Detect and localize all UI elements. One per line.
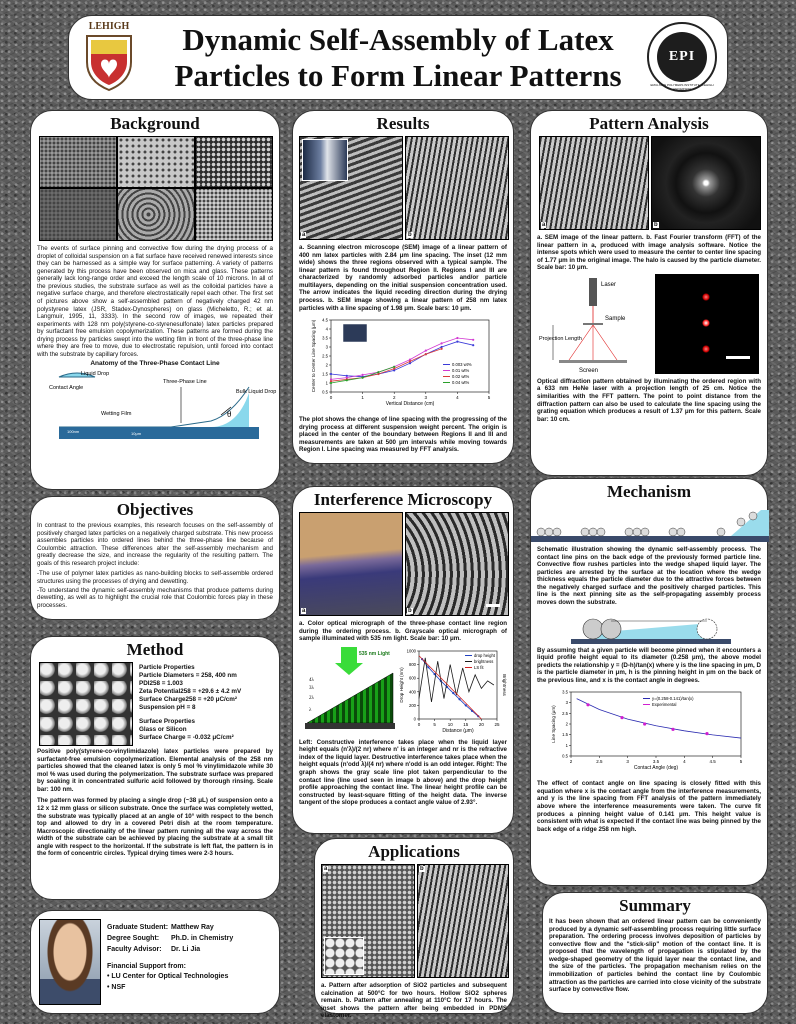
image-label-b: b <box>654 222 658 228</box>
interference-caption-2: Left: Constructive interference takes place when the liquid layer height equals (n'λ)/(2 nr) where n' is an integer and nr is the refractive index of the liquid layer. Destructive interference takes place when the height equals (n'odd λ)/(4 nr) where n'odd is an odd integer. Right: The graph shows the gray scale line plot taken perpendicular to the contact line (line used seen in image b above) and the drop height profile approaching the contact line. The linear height profile can be constructed by least-square fitting of the height data. The inverse tangent of the slope produces a contact angle value of 2.93°. <box>299 738 507 807</box>
x-tick-label: 10 <box>447 721 453 727</box>
y-tick-label: 0.5 <box>562 753 568 759</box>
data-point <box>362 374 364 376</box>
image-label-b: b <box>420 866 424 872</box>
y-axis-label: Drop Height (nm) <box>399 667 404 703</box>
x-tick-label: 15 <box>463 721 469 727</box>
results-image-a-inset <box>302 139 348 181</box>
advisor-label: Faculty Advisor: <box>107 945 162 953</box>
y-tick-label: 1 <box>565 743 568 749</box>
y-tick-label: 3 <box>565 700 568 706</box>
x-tick-label: 1 <box>361 395 364 401</box>
interference-wedge-diagram <box>297 645 397 737</box>
contact-line-diagram-title: Anatomy of the Three-Phase Contact Line <box>90 360 220 368</box>
y-tick-label: 600 <box>409 675 416 681</box>
results-image-b <box>405 136 509 240</box>
title-banner <box>68 15 728 100</box>
support-title: Financial Support from: <box>107 962 186 970</box>
objectives-panel <box>30 496 280 620</box>
method-panel <box>30 636 280 900</box>
x-axis-label: Vertical Distance (cm) <box>385 401 435 408</box>
mechanism-schematic <box>531 504 769 544</box>
image-label-a: a <box>302 232 306 238</box>
background-image-6 <box>195 188 273 241</box>
x-tick-label: 5 <box>739 759 743 765</box>
support-item: • LU Center for Optical Technologies <box>107 973 229 981</box>
poster-title-line2: Particles to Form Linear Patterns <box>174 58 622 93</box>
objectives-goal-2: -To understand the dynamic self-assembly mechanisms that produce patterns during dewetting, as well as to highlight the crucial role that Coulombic forces play in these processes. <box>37 586 273 609</box>
data-point <box>472 344 474 346</box>
x-tick-label: 3 <box>424 395 428 401</box>
height-label-4: λ <box>309 707 312 713</box>
particle-prop: Zeta Potential258 = +29.6 ± 4.2 mV <box>139 688 242 696</box>
method-paragraph-2: The pattern was formed by placing a single drop (~38 μL) of suspension onto a 12 x 12 mm glass or silicon substrate. Once the surface was completely wetted, the substrate was typically placed at an angle of 10° with respect to the bench top and allowed to dry in a covered Petri dish at the room temperature. Macroscopic directionality of the linear pattern running all the way across the width of the substrate can be achieved by placing the substrate at a small tilt angle with respect to the horizontal. If the substrate is left flat, the pattern is in the form of concentric circles. Typical drying times were 2-3 hours. <box>37 797 273 858</box>
surface-prop: Glass or Silicon <box>139 726 187 734</box>
x-axis-label: Contact Angle (deg) <box>633 765 679 772</box>
results-panel <box>292 110 514 464</box>
mechanism-caption-3: The effect of contact angle on line spacing is closely fitted with this equation where x is the contact angle from the interference measurements, and y is the line spacing from FFT analysis of the pattern immediately above where the interference measurements were taken. The curve fit produces a pinning height value of 0.141 μm. This height value is consistent with what is expected if the contact line was being pinned by the back edge of a ridge 258 nm high. <box>537 780 761 833</box>
projection-length-label: Projection Length <box>539 335 582 342</box>
particle-properties <box>139 664 241 742</box>
x-tick-label: 4 <box>456 395 459 401</box>
poster-title <box>149 22 647 94</box>
data-point <box>465 704 467 706</box>
legend-entry: LS fit <box>474 664 484 670</box>
contact-angle-chart <box>531 686 769 778</box>
background-title: Background <box>110 114 200 133</box>
epi-logo <box>647 22 717 92</box>
x-tick-label: 0 <box>329 395 333 401</box>
sample-label: Sample <box>605 315 626 322</box>
y-tick-label: 800 <box>409 661 416 667</box>
background-panel <box>30 110 280 490</box>
method-paragraph-1: Positive poly(styrene-co-vinylimidazole) latex particles were prepared by surfactant-free emulsion copolymerization. Elemental analysis of the 258 nm particles showed that the cleaned latex is only 5 mol % vinylimidazole while 30 mol % was used during the polymerization. The substrate surface was prepared by soaking it in concentrated sulfuric acid followed by thorough rinsing. Scale bar: 100 nm. <box>37 748 273 793</box>
results-title: Results <box>376 114 430 133</box>
contact-line-diagram <box>31 367 281 445</box>
surface-properties-title: Surface Properties <box>139 718 195 726</box>
legend-entry: 0.02 wt% <box>452 374 470 380</box>
scale-bar <box>486 604 500 607</box>
data-point <box>705 732 708 735</box>
applications-title: Applications <box>368 842 460 861</box>
interference-caption-1: a. Color optical micrograph of the three-phase contact line region during the ordering process. b. Grayscale optical micrograph of sample illuminated with 535 nm light. Scale bar: 10 μm. <box>299 620 507 643</box>
background-image-1 <box>39 136 117 188</box>
y-tick-label: 2 <box>565 721 568 727</box>
results-caption-2: The plot shows the change of line spacing with the progressing of the drying process at different suspension weight percent. The origin is placed in the center of the boundary between Regions II and III and measurements are taken at 500 μm intervals while moving towards Region I. Line spacing was measured by FFT analysis. <box>299 416 507 454</box>
student-label: Graduate Student: <box>107 924 169 931</box>
data-point <box>377 371 379 373</box>
background-image-2 <box>117 136 195 188</box>
y-tick-label: 200 <box>409 702 416 708</box>
y-tick-label: 3.5 <box>322 335 328 341</box>
image-label-a: a <box>542 222 546 228</box>
surface-prop: Surface Charge = -0.032 μC/cm² <box>139 734 234 742</box>
data-point <box>362 377 364 379</box>
legend-entry: Experimental <box>652 702 677 708</box>
pinning-geometry-diagram <box>531 609 769 645</box>
background-image-5 <box>117 188 195 241</box>
data-point <box>425 353 427 355</box>
mechanism-caption-2: By assuming that a given particle will become pinned when it encounters a liquid profile height equal to its diameter (0.258 μm), the above model predicts the relationship y = (D-h)/tan(x) where y is the line spacing in μm, D is the particle diameter in μm, h is the pinning height in μm on the back of the previous line, and x is the contact angle in degrees. <box>537 646 761 684</box>
interference-image-a <box>299 512 403 616</box>
epi-logo-ring-text: EMULSION POLYMERS INSTITUTE · LEHIGH UNIVERSITY <box>650 83 714 91</box>
x-tick-label: 2 <box>392 395 396 401</box>
y2-axis-label: Brightness <box>502 673 507 696</box>
line-spacing-chart <box>293 314 515 414</box>
y-axis-label: Center to Center Line Spacing (μm) <box>311 319 316 393</box>
y-tick-label: 1000 <box>406 648 416 654</box>
light-label: 535 nm Light <box>359 650 390 657</box>
results-image-a <box>299 136 403 240</box>
image-label-a: a <box>324 866 328 872</box>
data-point <box>441 342 443 344</box>
interference-panel <box>292 486 514 834</box>
data-point <box>409 360 411 362</box>
y-tick-label: 3.5 <box>562 689 568 695</box>
legend-entry: brightness <box>474 658 494 664</box>
summary-title: Summary <box>619 896 691 915</box>
pattern-image-a <box>539 136 649 230</box>
y-tick-label: 2 <box>325 362 328 368</box>
data-point <box>456 341 458 343</box>
y-tick-label: 2.5 <box>322 353 328 359</box>
diagram-label-scale2: 10μm <box>131 431 142 437</box>
interference-title: Interference Microscopy <box>313 490 493 509</box>
author-photo <box>39 919 101 1005</box>
x-axis-label: Distance (μm) <box>442 727 474 734</box>
legend-entry: 0.04 wt% <box>452 380 470 386</box>
chart-inset-image <box>343 324 367 342</box>
applications-image-b <box>417 864 509 978</box>
data-point <box>425 350 427 352</box>
lehigh-shield-icon <box>81 32 137 92</box>
data-point <box>330 382 332 384</box>
author-info <box>107 923 233 994</box>
data-point <box>393 366 395 368</box>
y-tick-label: 400 <box>409 688 416 694</box>
diagram-label-contact-angle: Contact Angle <box>49 385 84 392</box>
advisor-name: Dr. Li Jia <box>171 945 201 953</box>
degree-value: Ph.D. in Chemistry <box>171 934 234 942</box>
y-tick-label: 1.5 <box>322 371 328 377</box>
x-tick-label: 20 <box>478 721 484 727</box>
x-tick-label: 25 <box>494 721 500 727</box>
data-point <box>330 373 332 375</box>
support-item: • NSF <box>107 984 126 992</box>
background-body: The events of surface pinning and convective flow during the drying process of a droplet of colloidal suspension on a flat surface have received renewed interests since they can be harnessed as a simple way for surface patterning. A variety of patterns generated by this process have been observed on mica and glass. These patterns generally lack long-range order and exceed the length scale of 10 microns. In all of the previous studies, the substrate surface as well as the colloidal particles have a negative surface charge, and therefore electrostatically repel each other. The first set of pictures above show a self-assembled pattern of negatively charged 42 nm polystyrene latex (JSR, Stadex-Dynospheres) on glass (Micheletto, R.; et al. Langmuir, 1995, 11, 3333). In the second row of images, we repeated their experiments with 128 nm poly(styrene-co-styrenesulfonate) latex particles prepared by surfactant free emulsion copolymerization. These patterns are formed during the drying process by particles swept into the wetting film in front of the three-phase line where they are free to move, due to electrostatic repulsion, until forced into contact with the substrate by capillary forces. <box>37 245 273 358</box>
lehigh-logo <box>81 21 137 95</box>
diagram-label-wetting-film: Wetting Film <box>101 411 132 418</box>
degree-label: Degree Sought: <box>107 934 160 942</box>
y-tick-label: 0.5 <box>322 389 328 395</box>
applications-image-a-inset <box>324 937 364 975</box>
data-point <box>452 692 454 694</box>
y-axis-label: Line Spacing (μm) <box>551 705 556 743</box>
applications-caption: a. Pattern after adsorption of SiO2 particles and subsequent calcination at 500°C for two hours. Hollow SiO2 spheres remain. b. Pattern after annealing at 110°C for 17 hours. The inset shows the pattern after being embedded in PDMS elastomer. <box>321 982 507 1020</box>
applications-panel <box>314 838 514 1020</box>
lehigh-logo-text: LEHIGH <box>88 21 130 32</box>
background-image-3 <box>195 136 273 188</box>
x-tick-label: 5 <box>433 721 436 727</box>
x-tick-label: 5 <box>487 395 491 401</box>
legend-entry: 0.01 wt% <box>452 368 470 374</box>
data-point <box>586 704 589 707</box>
summary-panel <box>542 892 768 1014</box>
screen-label: Screen <box>579 367 599 374</box>
y-tick-label: 2.5 <box>562 711 568 717</box>
drop-height-chart <box>399 645 511 737</box>
method-sem-image <box>39 662 133 746</box>
diagram-label-theta: θ <box>227 409 232 420</box>
interference-image-b <box>405 512 509 616</box>
height-label-1: 3λ <box>309 685 314 691</box>
data-point <box>441 348 443 350</box>
laser-diffraction-diagram <box>539 274 649 376</box>
x-tick-label: 4.5 <box>709 759 716 765</box>
background-image-4 <box>39 188 117 241</box>
legend-entry: y=(0.258-0.141)/tan(x) <box>652 696 694 702</box>
data-point <box>643 723 646 726</box>
pattern-panel <box>530 110 768 476</box>
diagram-label-bulk-liquid-drop: Bulk Liquid Drop <box>236 389 277 396</box>
particle-prop: PDI258 = 1.003 <box>139 680 183 688</box>
x-tick-label: 3.5 <box>652 759 660 765</box>
x-tick-label: 2 <box>569 759 573 765</box>
pattern-caption-2: Optical diffraction pattern obtained by illuminating the ordered region with a 633 nm HeNe laser with a projection length of 25 cm. Notice the similarities with the FFT pattern. The point to point distance from the diffraction pattern can also be used to calculate the line spacing using the grating equation which produces a result of 1.37 μm for this pattern. Scale bar: 10 cm. <box>537 377 761 423</box>
data-point <box>456 337 458 339</box>
mechanism-caption-1: Schematic illustration showing the dynamic self-assembly process. The contact line pins on the back edge of the previously formed particle line. Convective flow rushes particles into the wedge shaped liquid layer. The particles are arrested by the surface at the location where the wedge thickness equals the particle diameter due to the attractive forces between the negatively charged surface and the positively charged particles. This line is the next pinning site as the self-propagating assembly process moves down the substrate. <box>537 546 761 606</box>
student-name: Matthew Ray <box>171 924 214 931</box>
scale-bar <box>726 356 750 359</box>
y-tick-label: 4 <box>325 326 328 332</box>
objectives-title: Objectives <box>116 500 194 519</box>
pattern-fft-image-b <box>651 136 761 230</box>
author-panel <box>30 910 280 1014</box>
particle-prop: Surface Charge258 = +20 μC/cm² <box>139 696 238 704</box>
image-label-a: a <box>302 608 306 614</box>
x-tick-label: 3 <box>626 759 629 765</box>
image-label-b: b <box>408 608 412 614</box>
height-label-3: 2λ <box>309 695 314 701</box>
results-caption-1: a. Scanning electron microscope (SEM) image of a linear pattern of 400 nm latex particles with 2.84 μm line spacing. The inset (12 mm wide) shows the three regions observed with a typical sample. The linear pattern is found throughout Region II. Regions I and III are characterized by randomly adsorbed particles and/or particle multilayers, depending on the initial suspension concentration used. The arrow indicates the liquid receding direction during the drying process. b. SEM image showing a linear pattern of 258 nm latex particles with a line spacing of 1.98 μm. Scale bars: 10 μm. <box>299 244 507 312</box>
mechanism-title: Mechanism <box>606 482 692 501</box>
objectives-intro: In contrast to the previous examples, this research focuses on the self-assembly of positively charged latex particles on a negatively charged substrate. This new process assembles particles into ordered lines behind the three-phase line because of Coulombic attraction. These differences alter the self-assembly mechanism and greatly decrease the size, and increase the regularity of the resulting pattern. The goals of this research project include: <box>37 522 273 567</box>
y-tick-label: 4.5 <box>322 317 328 323</box>
legend-entry: 0.003 wt% <box>452 362 472 368</box>
data-point <box>458 698 460 700</box>
epi-logo-text: EPI <box>668 49 696 64</box>
image-label-b: b <box>408 232 412 238</box>
diagram-label-three-phase-line: Three-Phase Line <box>163 379 207 386</box>
objectives-goal-1: -The use of polymer latex particles as nano-building blocks to self-assemble ordered structures using the processes of drying and dewetting. <box>37 570 273 585</box>
particle-prop: Particle Diameters = 258, 400 nm <box>139 672 237 680</box>
y-tick-label: 0 <box>413 716 416 722</box>
diagram-label-scale1: 100nm <box>67 429 80 435</box>
y-tick-label: 1.5 <box>562 732 568 738</box>
data-point <box>620 716 623 719</box>
x-tick-label: 4 <box>683 759 686 765</box>
data-point <box>472 339 474 341</box>
particle-prop: Suspension pH = 8 <box>139 704 196 712</box>
legend-entry: drop height <box>474 652 495 658</box>
diagram-label-liquid-drop: Liquid Drop <box>81 371 110 378</box>
laser-label: Laser <box>601 281 617 288</box>
data-point <box>671 728 674 731</box>
diffraction-pattern-image <box>655 274 759 374</box>
method-title: Method <box>126 640 184 659</box>
summary-body: It has been shown that an ordered linear pattern can be conveniently produced by a dynamic self-assembling process requiring little surface preparation. The ordering process involves deposition of particles by convective flow and the "stick-slip" motion of the contact line. It is proposed that the wavelength of propagation is stipulated by the wedge-shaped geometry of the liquid layer near the contact line, and the size of the particles. The propagation mechanism relies on the immobilization of particles behind the contact line by Coulombic attraction as the particles are carried into close vicinity of the substrate surface by convective flow. <box>549 918 761 994</box>
pattern-caption-1: a. SEM image of the linear pattern. b. Fast Fourier transform (FFT) of the linear pattern in a, produced with image analysis software. Notice the intense spots which were used to measure the center to center line spacing of 1.77 μm in the original image. The halo is caused by the particle diameter. Scale bar: 10 μm. <box>537 234 761 272</box>
height-label-2: 4λ <box>309 677 314 683</box>
mechanism-panel <box>530 478 768 886</box>
y-tick-label: 1 <box>325 380 328 386</box>
data-point <box>346 379 348 381</box>
poster-title-line1: Dynamic Self-Assembly of Latex <box>182 22 614 57</box>
applications-image-a <box>321 864 415 978</box>
pattern-title: Pattern Analysis <box>589 114 709 133</box>
x-tick-label: 2.5 <box>596 759 603 765</box>
background-images <box>39 136 271 242</box>
particle-properties-title: Particle Properties <box>139 664 195 671</box>
x-tick-label: 0 <box>417 721 421 727</box>
y-tick-label: 3 <box>325 344 328 350</box>
